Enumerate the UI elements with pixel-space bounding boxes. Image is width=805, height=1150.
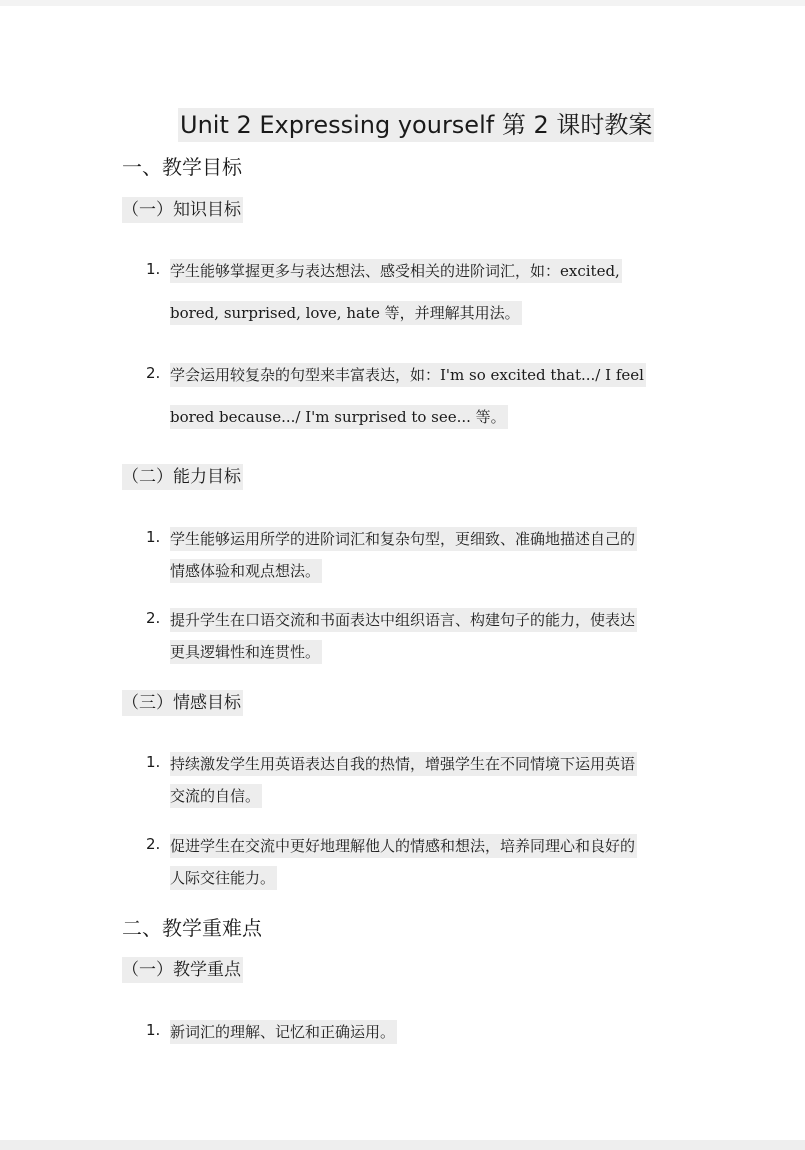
section-heading-objectives: 一、教学目标 (122, 155, 242, 179)
list-item-line: 人际交往能力。 (170, 866, 277, 890)
list-item-line: 提升学生在口语交流和书面表达中组织语言、构建句子的能力，使表达 (170, 608, 637, 632)
list-item-line: bored, surprised, love, hate 等，并理解其用法。 (170, 301, 522, 325)
section-heading-key-points: 二、教学重难点 (122, 916, 262, 940)
list-item-number: 2. (146, 364, 161, 382)
list-item-line: 促进学生在交流中更好地理解他人的情感和想法，培养同理心和良好的 (170, 834, 637, 858)
list-item-number: 2. (146, 609, 161, 627)
subheading-emotional-goals: （三）情感目标 (122, 690, 243, 716)
subheading-ability-goals: （二）能力目标 (122, 464, 243, 490)
subheading-teaching-focus: （一）教学重点 (122, 957, 243, 983)
list-item-line: 交流的自信。 (170, 784, 262, 808)
list-item-line: 学生能够掌握更多与表达想法、感受相关的进阶词汇，如：excited, (170, 259, 622, 283)
list-item-line: 更具逻辑性和连贯性。 (170, 640, 322, 664)
list-item-line: 学会运用较复杂的句型来丰富表达，如：I'm so excited that.../ I feel (170, 363, 646, 387)
list-item-number: 1. (146, 1021, 161, 1039)
list-item-line: 学生能够运用所学的进阶词汇和复杂句型，更细致、准确地描述自己的 (170, 527, 637, 551)
subheading-knowledge-goals: （一）知识目标 (122, 197, 243, 223)
list-item-line: 持续激发学生用英语表达自我的热情，增强学生在不同情境下运用英语 (170, 752, 637, 776)
list-item-number: 2. (146, 835, 161, 853)
list-item-line: 新词汇的理解、记忆和正确运用。 (170, 1020, 397, 1044)
list-item-number: 1. (146, 528, 161, 546)
list-item-line: bored because.../ I'm surprised to see... 等。 (170, 405, 508, 429)
list-item-number: 1. (146, 753, 161, 771)
list-item-number: 1. (146, 260, 161, 278)
document-title: Unit 2 Expressing yourself 第 2 课时教案 (178, 108, 654, 142)
list-item-line: 情感体验和观点想法。 (170, 559, 322, 583)
